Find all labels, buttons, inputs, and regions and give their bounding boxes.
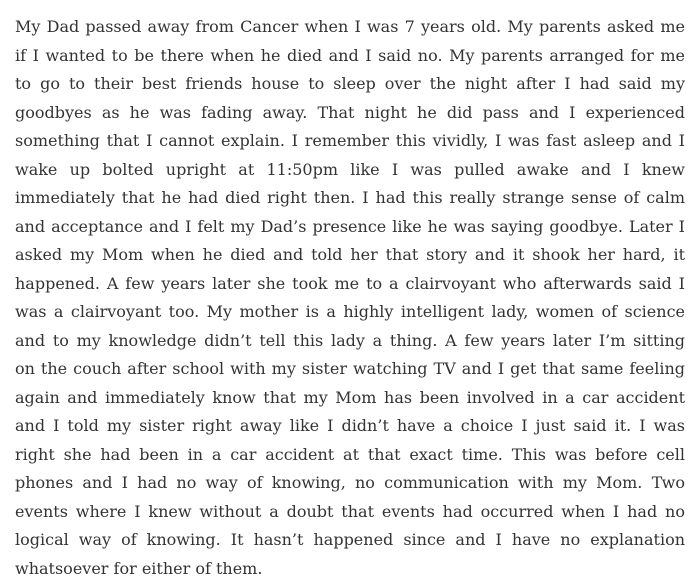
story-line-14: again and immediately know that my Mom has been involved in a car accident [15,384,685,413]
story-line-11: was a clairvoyant too. My mother is a highly intelligent lady, women of science [15,298,685,327]
story-line-2: if I wanted to be there when he died and I said no. My parents arranged for me [15,42,685,71]
story-line-15: and I told my sister right away like I didn’t have a choice I just said it. I was [15,412,685,441]
story-line-1: My Dad passed away from Cancer when I was 7 years old. My parents asked me [15,13,685,42]
story-line-19: logical way of knowing. It hasn’t happened since and I have no explanation [15,526,685,555]
story-line-18: events where I knew without a doubt that events had occurred when I had no [15,498,685,527]
story-line-6: wake up bolted upright at 11:50pm like I was pulled awake and I knew [15,156,685,185]
story-line-5: something that I cannot explain. I remember this vividly, I was fast asleep and I [15,127,685,156]
story-line-4: goodbyes as he was fading away. That night he did pass and I experienced [15,99,685,128]
story-line-20: whatsoever for either of them. [15,555,685,583]
story-line-13: on the couch after school with my sister watching TV and I get that same feeling [15,355,685,384]
story-line-17: phones and I had no way of knowing, no communication with my Mom. Two [15,469,685,498]
story-paragraph [15,13,685,583]
story-line-3: to go to their best friends house to sleep over the night after I had said my [15,70,685,99]
story-line-7: immediately that he had died right then. I had this really strange sense of calm [15,184,685,213]
story-line-16: right she had been in a car accident at that exact time. This was before cell [15,441,685,470]
story-line-10: happened. A few years later she took me to a clairvoyant who afterwards said I [15,270,685,299]
story-line-8: and acceptance and I felt my Dad’s presence like he was saying goodbye. Later I [15,213,685,242]
story-line-9: asked my Mom when he died and told her that story and it shook her hard, it [15,241,685,270]
story-line-12: and to my knowledge didn’t tell this lady a thing. A few years later I’m sitting [15,327,685,356]
